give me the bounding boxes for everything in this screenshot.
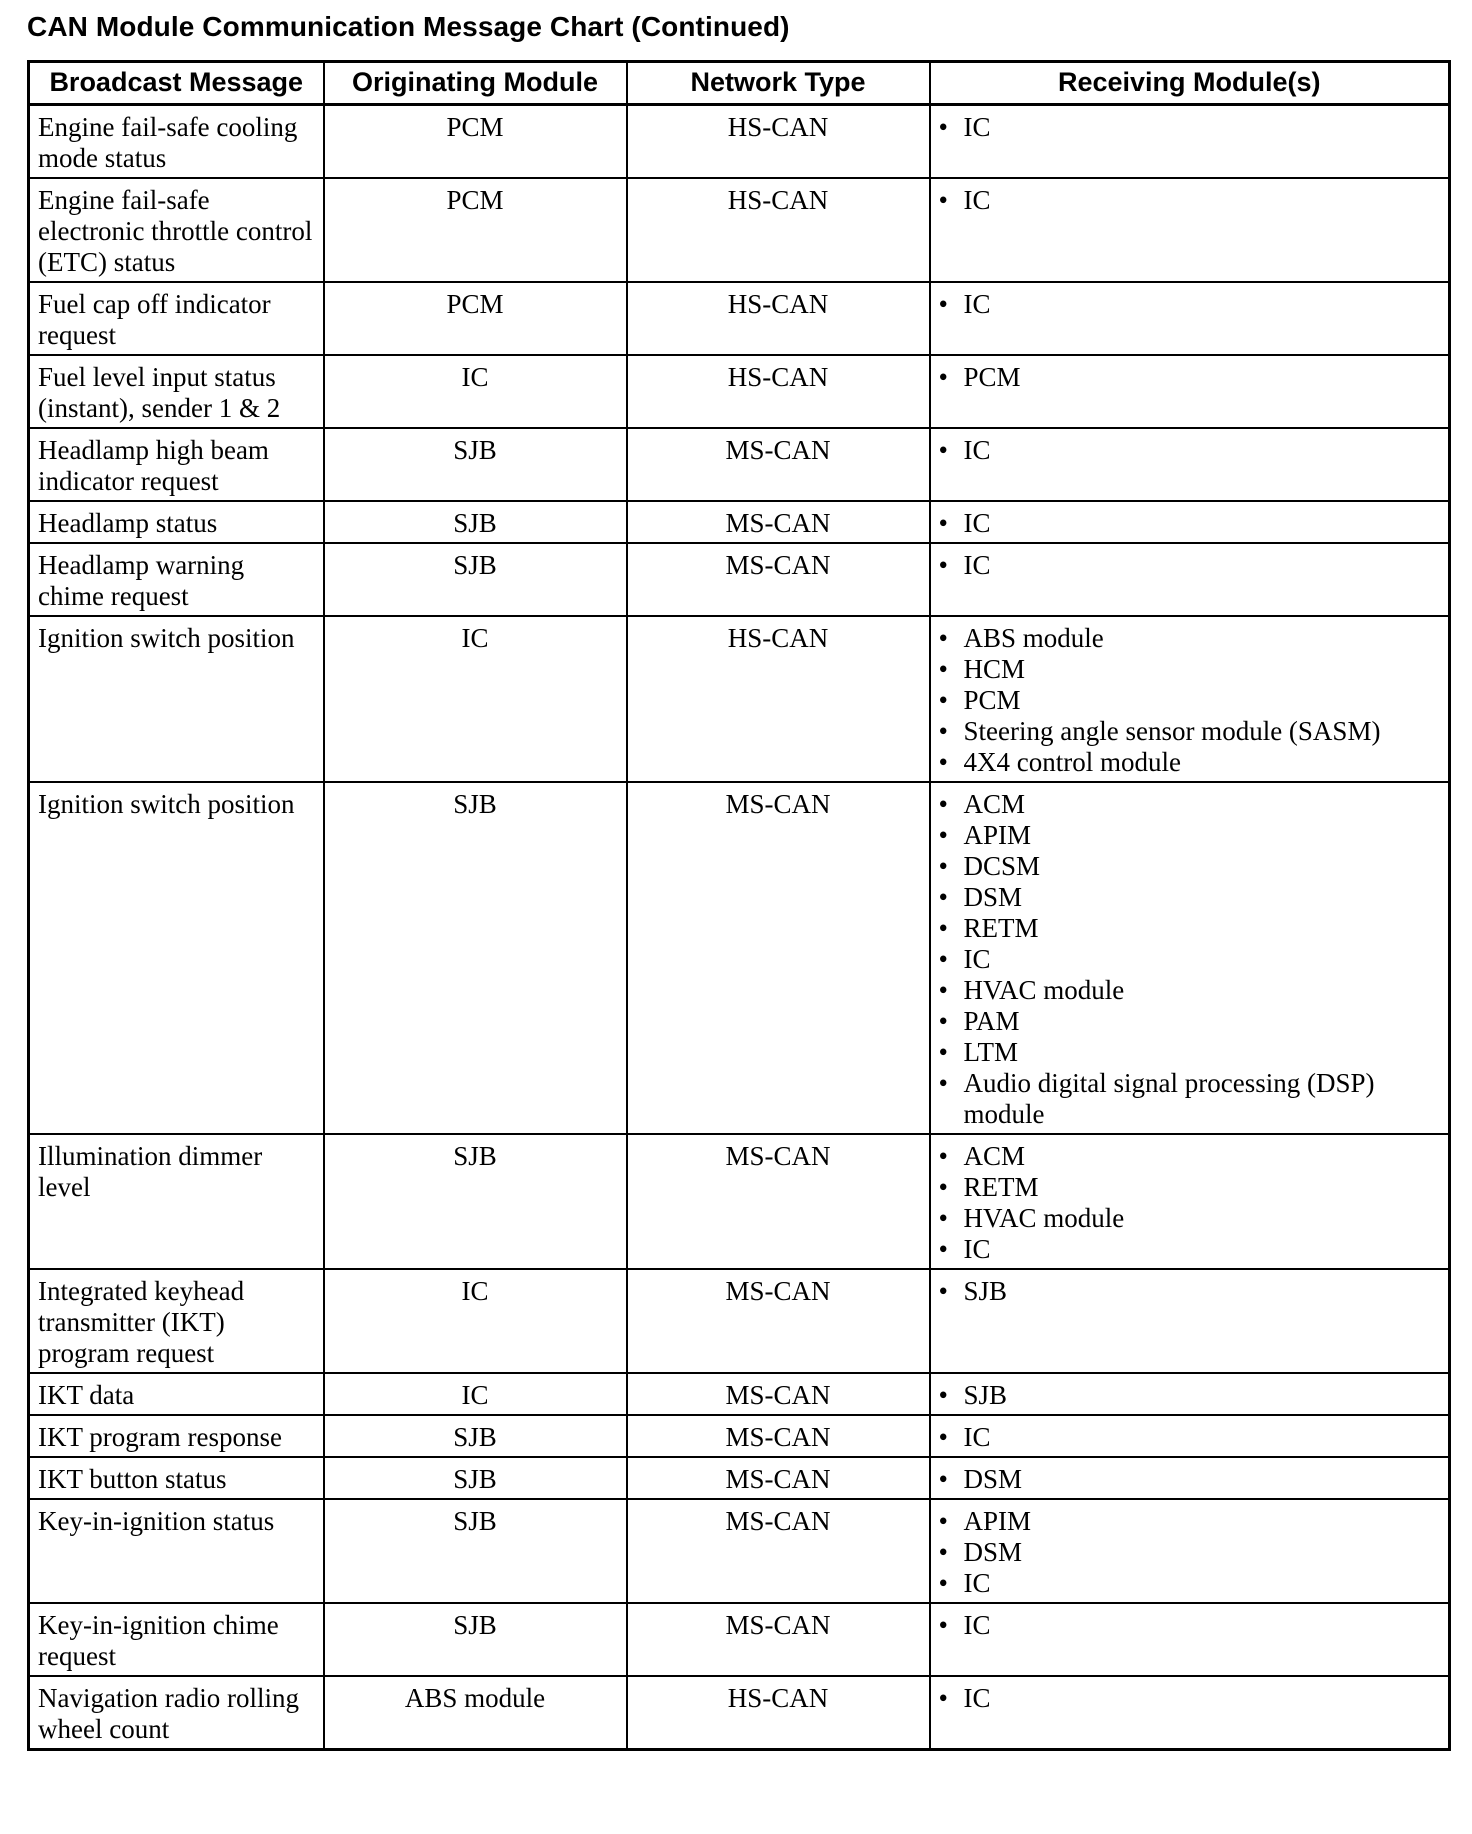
- receiving-module-item: • IC: [939, 1234, 1441, 1265]
- header-broadcast-message: Broadcast Message: [29, 62, 324, 105]
- receiving-modules-list: [939, 550, 1441, 581]
- broadcast-message-cell: Headlamp status: [29, 501, 324, 543]
- receiving-module-item: • RETM: [939, 1172, 1441, 1203]
- broadcast-message-cell: IKT button status: [29, 1457, 324, 1499]
- header-originating-module: Originating Module: [324, 62, 627, 105]
- broadcast-message-cell: Fuel level input status (instant), sender 1 & 2: [29, 355, 324, 428]
- originating-module-cell: SJB: [324, 1457, 627, 1499]
- network-type-cell: MS-CAN: [627, 1134, 930, 1269]
- broadcast-message-cell: IKT data: [29, 1373, 324, 1415]
- originating-module-cell: SJB: [324, 501, 627, 543]
- broadcast-message-cell: Headlamp warning chime request: [29, 543, 324, 616]
- table-row: [29, 1603, 1450, 1676]
- receiving-module-item: • ABS module: [939, 623, 1441, 654]
- network-type-cell: MS-CAN: [627, 543, 930, 616]
- network-type-cell: HS-CAN: [627, 616, 930, 782]
- broadcast-message-cell: Fuel cap off indicator request: [29, 282, 324, 355]
- network-type-cell: MS-CAN: [627, 782, 930, 1134]
- receiving-module-item: • ACM: [939, 1141, 1441, 1172]
- table-row: [29, 1134, 1450, 1269]
- originating-module-cell: SJB: [324, 1415, 627, 1457]
- receiving-modules-list: [939, 623, 1441, 778]
- receiving-modules-cell: [930, 1415, 1450, 1457]
- table-row: [29, 543, 1450, 616]
- table-header-row: [29, 62, 1450, 105]
- receiving-modules-cell: [930, 1269, 1450, 1373]
- receiving-modules-list: [939, 1506, 1441, 1599]
- network-type-cell: MS-CAN: [627, 1269, 930, 1373]
- page-title: CAN Module Communication Message Chart (Continued): [27, 11, 790, 42]
- receiving-modules-list: [939, 289, 1441, 320]
- receiving-module-item: • IC: [939, 944, 1441, 975]
- originating-module-cell: IC: [324, 355, 627, 428]
- receiving-modules-list: [939, 1422, 1441, 1453]
- receiving-modules-list: [939, 1141, 1441, 1265]
- table-row: [29, 1373, 1450, 1415]
- receiving-modules-list: [939, 1683, 1441, 1714]
- receiving-modules-cell: [930, 282, 1450, 355]
- originating-module-cell: SJB: [324, 543, 627, 616]
- header-receiving-modules: Receiving Module(s): [930, 62, 1450, 105]
- originating-module-cell: SJB: [324, 1499, 627, 1603]
- receiving-module-item: • IC: [939, 1568, 1441, 1599]
- receiving-modules-cell: [930, 1373, 1450, 1415]
- receiving-module-item: • SJB: [939, 1380, 1441, 1411]
- network-type-cell: MS-CAN: [627, 501, 930, 543]
- receiving-module-item: • RETM: [939, 913, 1441, 944]
- table-row: [29, 1499, 1450, 1603]
- receiving-module-item: • DSM: [939, 1537, 1441, 1568]
- can-message-chart-table: [27, 60, 1451, 1751]
- broadcast-message-cell: IKT program response: [29, 1415, 324, 1457]
- originating-module-cell: SJB: [324, 428, 627, 501]
- originating-module-cell: PCM: [324, 178, 627, 282]
- network-type-cell: HS-CAN: [627, 355, 930, 428]
- receiving-modules-list: [939, 435, 1441, 466]
- table-row: [29, 178, 1450, 282]
- originating-module-cell: IC: [324, 1269, 627, 1373]
- receiving-module-item: • HCM: [939, 654, 1441, 685]
- receiving-modules-list: [939, 362, 1441, 393]
- receiving-module-item: • HVAC module: [939, 1203, 1441, 1234]
- receiving-module-item: • DCSM: [939, 851, 1441, 882]
- table-row: [29, 782, 1450, 1134]
- originating-module-cell: PCM: [324, 105, 627, 179]
- receiving-module-item: • PAM: [939, 1006, 1441, 1037]
- originating-module-cell: IC: [324, 1373, 627, 1415]
- header-network-type: Network Type: [627, 62, 930, 105]
- receiving-module-item: • DSM: [939, 1464, 1441, 1495]
- originating-module-cell: PCM: [324, 282, 627, 355]
- receiving-modules-cell: [930, 178, 1450, 282]
- network-type-cell: HS-CAN: [627, 105, 930, 179]
- receiving-module-item: • SJB: [939, 1276, 1441, 1307]
- table-row: [29, 1269, 1450, 1373]
- receiving-modules-cell: [930, 543, 1450, 616]
- receiving-modules-list: [939, 789, 1441, 1130]
- network-type-cell: MS-CAN: [627, 1415, 930, 1457]
- receiving-modules-cell: [930, 616, 1450, 782]
- network-type-cell: HS-CAN: [627, 282, 930, 355]
- table-row: [29, 501, 1450, 543]
- receiving-module-item: • IC: [939, 508, 1441, 539]
- receiving-modules-list: [939, 508, 1441, 539]
- receiving-modules-cell: [930, 501, 1450, 543]
- originating-module-cell: IC: [324, 616, 627, 782]
- receiving-modules-cell: [930, 105, 1450, 179]
- receiving-modules-list: [939, 185, 1441, 216]
- receiving-module-item: • IC: [939, 185, 1441, 216]
- table-row: [29, 355, 1450, 428]
- receiving-module-item: • IC: [939, 550, 1441, 581]
- originating-module-cell: SJB: [324, 1603, 627, 1676]
- receiving-module-item: • PCM: [939, 362, 1441, 393]
- receiving-modules-cell: [930, 428, 1450, 501]
- receiving-module-item: • IC: [939, 1610, 1441, 1641]
- broadcast-message-cell: Navigation radio rolling wheel count: [29, 1676, 324, 1750]
- network-type-cell: HS-CAN: [627, 1676, 930, 1750]
- broadcast-message-cell: Key-in-ignition status: [29, 1499, 324, 1603]
- table-row: [29, 282, 1450, 355]
- network-type-cell: MS-CAN: [627, 1499, 930, 1603]
- receiving-modules-cell: [930, 1603, 1450, 1676]
- table-body: [29, 105, 1450, 1750]
- broadcast-message-cell: Ignition switch position: [29, 616, 324, 782]
- receiving-module-item: • APIM: [939, 820, 1441, 851]
- receiving-modules-list: [939, 1464, 1441, 1495]
- broadcast-message-cell: Engine fail-safe electronic throttle control (ETC) status: [29, 178, 324, 282]
- broadcast-message-cell: Illumination dimmer level: [29, 1134, 324, 1269]
- receiving-module-item: • IC: [939, 1422, 1441, 1453]
- receiving-module-item: • IC: [939, 435, 1441, 466]
- receiving-module-item: • APIM: [939, 1506, 1441, 1537]
- receiving-module-item: • DSM: [939, 882, 1441, 913]
- receiving-modules-cell: [930, 1499, 1450, 1603]
- network-type-cell: MS-CAN: [627, 1373, 930, 1415]
- network-type-cell: MS-CAN: [627, 1457, 930, 1499]
- receiving-module-item: • PCM: [939, 685, 1441, 716]
- broadcast-message-cell: Engine fail-safe cooling mode status: [29, 105, 324, 179]
- receiving-module-item: • IC: [939, 1683, 1441, 1714]
- receiving-modules-cell: [930, 782, 1450, 1134]
- receiving-module-item: • Steering angle sensor module (SASM): [939, 716, 1441, 747]
- broadcast-message-cell: Ignition switch position: [29, 782, 324, 1134]
- receiving-module-item: • LTM: [939, 1037, 1441, 1068]
- receiving-modules-list: [939, 1610, 1441, 1641]
- broadcast-message-cell: Headlamp high beam indicator request: [29, 428, 324, 501]
- network-type-cell: MS-CAN: [627, 1603, 930, 1676]
- originating-module-cell: SJB: [324, 1134, 627, 1269]
- network-type-cell: MS-CAN: [627, 428, 930, 501]
- receiving-modules-list: [939, 1276, 1441, 1307]
- receiving-module-item: • HVAC module: [939, 975, 1441, 1006]
- table-row: [29, 1415, 1450, 1457]
- broadcast-message-cell: Key-in-ignition chime request: [29, 1603, 324, 1676]
- receiving-modules-cell: [930, 1457, 1450, 1499]
- network-type-cell: HS-CAN: [627, 178, 930, 282]
- receiving-module-item: • ACM: [939, 789, 1441, 820]
- table-row: [29, 1457, 1450, 1499]
- broadcast-message-cell: Integrated keyhead transmitter (IKT) program request: [29, 1269, 324, 1373]
- table-row: [29, 616, 1450, 782]
- table-row: [29, 428, 1450, 501]
- table-row: [29, 1676, 1450, 1750]
- receiving-modules-cell: [930, 355, 1450, 428]
- originating-module-cell: SJB: [324, 782, 627, 1134]
- receiving-modules-list: [939, 112, 1441, 143]
- originating-module-cell: ABS module: [324, 1676, 627, 1750]
- receiving-modules-list: [939, 1380, 1441, 1411]
- receiving-module-item: • Audio digital signal processing (DSP) module: [939, 1068, 1441, 1130]
- receiving-module-item: • 4X4 control module: [939, 747, 1441, 778]
- receiving-modules-cell: [930, 1676, 1450, 1750]
- receiving-modules-cell: [930, 1134, 1450, 1269]
- receiving-module-item: • IC: [939, 112, 1441, 143]
- table-row: [29, 105, 1450, 179]
- receiving-module-item: • IC: [939, 289, 1441, 320]
